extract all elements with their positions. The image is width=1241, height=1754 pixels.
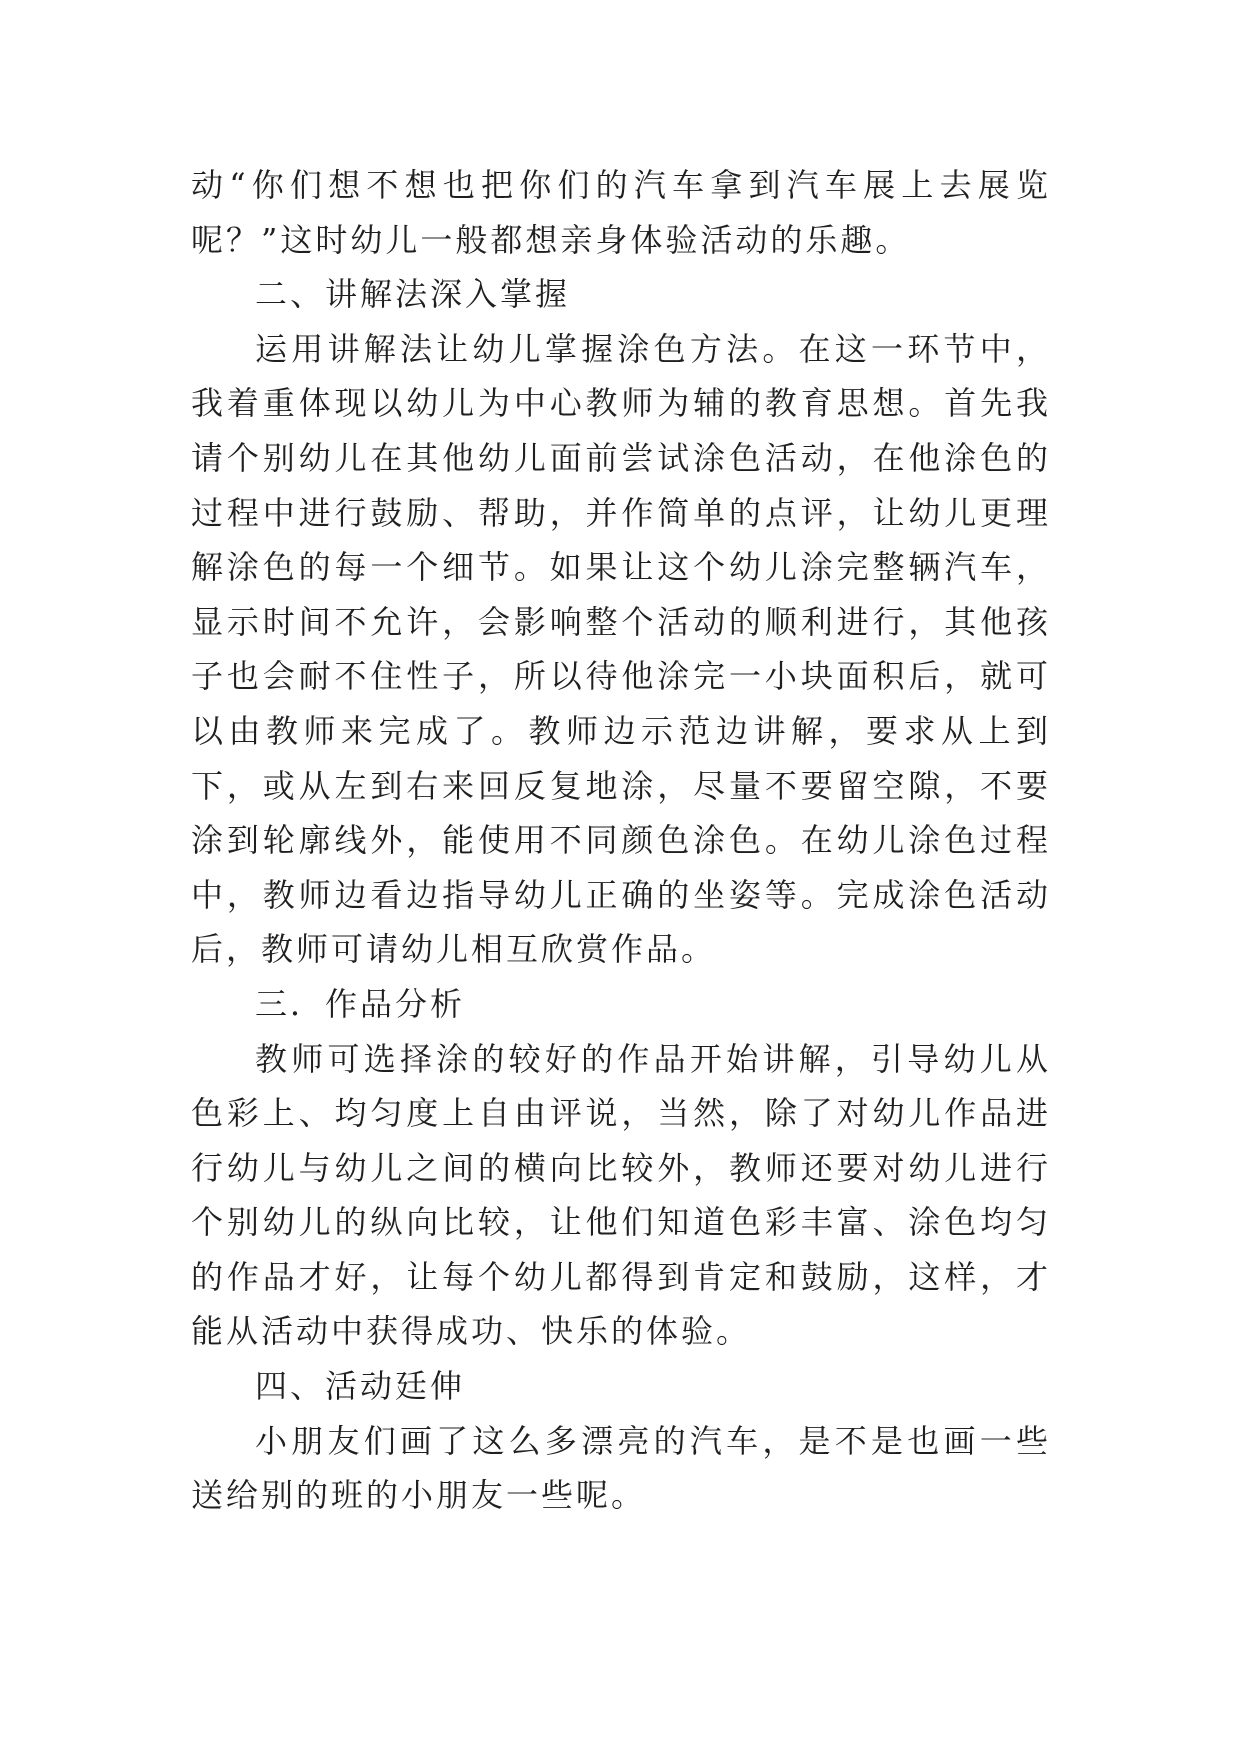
section-heading-2: 二、讲解法深入掌握: [255, 275, 571, 314]
paragraph-continuation: 动“你们想不想也把你们的汽车拿到汽车展上去展览呢？”这时幼儿一般都想亲身体验活动的乐趣。: [191, 166, 1051, 259]
paragraph-work-analysis: 教师可选择涂的较好的作品开始讲解，引导幼儿从色彩上、均匀度上自由评说，当然，除了对幼儿作品进行幼儿与幼儿之间的横向比较外，教师还要对幼儿进行个别幼儿的纵向比较，让他们知道色彩丰富、涂色均匀的作品才好，让每个幼儿都得到肯定和鼓励，这样，才能从活动中获得成功、快乐的体验。: [191, 1039, 1051, 1351]
section-heading-3: 三．作品分析: [255, 984, 466, 1023]
section-heading-4: 四、活动廷伸: [255, 1367, 466, 1406]
paragraph-activity-extension: 小朋友们画了这么多漂亮的汽车，是不是也画一些送给别的班的小朋友一些呢。: [191, 1421, 1051, 1515]
paragraph-explanation-method: 运用讲解法让幼儿掌握涂色方法。在这一环节中，我着重体现以幼儿为中心教师为辅的教育思想。首先我请个别幼儿在其他幼儿面前尝试涂色活动，在他涂色的过程中进行鼓励、帮助，并作简单的点评，让幼儿更理解涂色的每一个细节。如果让这个幼儿涂完整辆汽车，显示时间不允许，会影响整个活动的顺利进行，其他孩子也会耐不住性子，所以待他涂完一小块面积后，就可以由教师来完成了。教师边示范边讲解，要求从上到下，或从左到右来回反复地涂，尽量不要留空隙，不要涂到轮廓线外，能使用不同颜色涂色。在幼儿涂色过程中，教师边看边指导幼儿正确的坐姿等。完成涂色活动后，教师可请幼儿相互欣赏作品。: [191, 329, 1051, 969]
document-body: [191, 158, 1051, 1523]
